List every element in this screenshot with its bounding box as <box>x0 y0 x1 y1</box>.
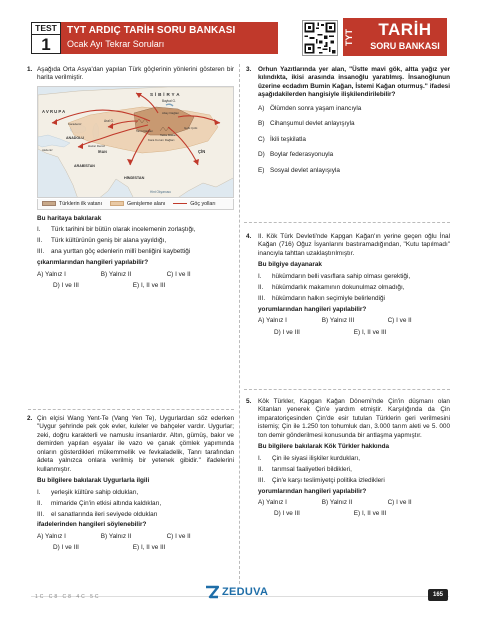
label-hint-okyanusu: Hint Okyanusu <box>150 190 171 194</box>
statement-item: I. hükümdarın belli vasıflara sahip olması gerektiği, <box>258 272 411 280</box>
label-cin: ÇİN <box>198 149 206 154</box>
question-1 <box>27 66 234 83</box>
question-3 <box>246 66 450 182</box>
label-gobi: Gobi Çölü <box>184 126 198 130</box>
question-number: 1. <box>27 66 33 73</box>
question-intro: Bu bilgilere bakılarak Kök Türkler hakkında <box>258 443 390 451</box>
brand-subtitle: SORU BANKASI <box>370 41 440 51</box>
statement-item: II. Türk kültürünün geniş bir alana yayıldığı, <box>37 237 167 245</box>
zeduva-logo-icon <box>205 585 219 599</box>
options-row <box>37 271 234 279</box>
label-altay: Altay Dağları <box>162 111 180 115</box>
option-d[interactable]: D) I ve III <box>53 544 79 552</box>
option-e[interactable]: E) Sosyal devlet anlayışıyla <box>258 166 340 174</box>
question-intro: Bu bilgiye dayanarak <box>258 261 322 269</box>
question-prompt: yorumlarından hangileri yapılabilir? <box>258 487 367 495</box>
option-b[interactable]: B) Cihanşumul devlet anlayışıyla <box>258 120 355 128</box>
statement-list <box>258 273 450 303</box>
question-4 <box>246 233 450 337</box>
option-a[interactable]: A) Yalnız I <box>37 532 66 540</box>
question-prompt: yorumlarından hangileri yapılabilir? <box>258 305 367 313</box>
question-separator <box>28 409 234 410</box>
label-avrupa: A V R U P A <box>42 109 66 114</box>
question-number: 5. <box>246 398 252 405</box>
option-d[interactable]: D) I ve III <box>274 510 300 518</box>
options-row <box>258 317 450 325</box>
option-e[interactable]: E) I, II ve III <box>353 510 387 518</box>
question-2 <box>27 415 234 553</box>
options-row <box>258 499 450 507</box>
title-band <box>61 22 278 54</box>
statement-item: I. Çin ile siyasi ilişkiler kurdukları, <box>258 454 361 462</box>
label-akdeniz: Akdeniz <box>42 148 53 152</box>
label-anadolu: ANADOLU <box>66 136 84 140</box>
legend-homeland: Türklerin ilk vatanı <box>42 201 102 208</box>
options-row <box>258 329 450 337</box>
test-label: TEST <box>32 23 60 35</box>
statement-item: III. el sanatlarında ileri seviyede oldukları <box>37 510 158 518</box>
option-a[interactable]: A) Ölümden sonra yaşam inancıyla <box>258 104 362 112</box>
option-c[interactable]: C) I ve II <box>387 317 412 325</box>
option-d[interactable]: D) Boylar federasyonuyla <box>258 151 334 159</box>
question-intro: Bu haritaya bakılarak <box>37 215 102 222</box>
statement-item: I. Türk tarihini bir bütün olarak incelemenin zorlaştığı, <box>37 226 196 234</box>
question-stem: Çin elçisi Wang Yent-Te (Vang Yen Te), Uygurlardan söz ederken "Uygur şehrinde pek çok evler, kuleler ve bahçeler vardır. Uygurlar; zeki, doğru karakterli ve namuslu insanlardır. Altın, gümüş, bakır ve demirden yapılan eşyalar ile vazo ve çanak çömlek yapımında onların gösterdikleri mükemmellik ve fevkaladelik, Tanrı tarafından âdeta yalnızca onlara verilmiş bir yetenek gibidir." ifadelerini kullanmıştır. <box>37 415 234 473</box>
question-1-body <box>37 215 234 291</box>
brand-side-label: TYT <box>344 29 354 47</box>
map-legend <box>37 199 234 210</box>
statement-item: III. Çin'e karşı teslimiyetçi politika izledikleri <box>258 476 385 484</box>
statement-item: II. tarımsal faaliyetleri bildikleri, <box>258 465 352 473</box>
option-b[interactable]: B) Yalnız II <box>321 499 353 507</box>
statement-list <box>37 489 234 519</box>
options-row <box>37 282 234 290</box>
question-separator <box>244 389 450 390</box>
column-divider <box>239 64 240 584</box>
question-stem: Aşağıda Orta Asya'dan yapılan Türk göçlerinin yönlerini gösteren bir harita verilmiştir. <box>37 66 234 82</box>
test-number: 1 <box>41 35 51 54</box>
question-number: 2. <box>27 415 33 422</box>
qr-code[interactable] <box>302 20 338 56</box>
option-d[interactable]: D) I ve III <box>53 282 79 290</box>
question-stem: Orhun Yazıtlarında yer alan, "Üstte mavi gök, altta yağız yer kılındıkta, ikisi arasında insanoğlu yaratılmış. İnsanoğlunun üzerine ecdadım Bumin Kağan, İstemi Kağan oturmuş." ifadesi aşağıdakilerden hangisiyle ilişkilendirilebilir? <box>258 66 450 99</box>
question-intro: Bu bilgilere bakılarak Uygurlarla ilgili <box>37 477 150 485</box>
option-b[interactable]: B) Yalnız II <box>100 532 132 540</box>
label-baykal: Baykal G. <box>162 99 176 103</box>
label-hindistan: HİNDİSTAN <box>124 176 145 180</box>
book-subtitle: Ocak Ayı Tekrar Soruları <box>67 39 165 49</box>
question-prompt: ifadelerinden hangileri söylenebilir? <box>37 521 147 529</box>
option-e[interactable]: E) I, II ve III <box>132 544 166 552</box>
label-iran: İRAN <box>98 150 107 154</box>
option-a[interactable]: A) Yalnız I <box>258 317 287 325</box>
answer-code: 1C C8 C8 4C 5C <box>35 594 101 600</box>
option-c[interactable]: C) I ve II <box>387 499 412 507</box>
label-arabistan: ARABİSTAN <box>74 164 95 168</box>
label-kara-kurum: Kara Kurum Dağları <box>148 138 175 142</box>
label-karadeniz: Karadeniz <box>68 122 82 126</box>
question-5 <box>246 398 450 519</box>
statement-item: II. mimaride Çin'in etkisi altında kaldıkları, <box>37 499 162 507</box>
question-prompt: çıkarımlarından hangileri yapılabilir? <box>37 259 149 267</box>
label-sibirya: S İ B İ R Y A <box>150 92 180 97</box>
option-b[interactable]: B) Yalnız II <box>100 270 132 278</box>
brand-band <box>343 18 447 56</box>
statement-item: II. hükümdarlık makamının dokunulmaz olmadığı, <box>258 283 405 291</box>
label-takla-makan: Takla Makan <box>160 133 177 137</box>
publisher-logo <box>205 585 268 600</box>
option-d[interactable]: D) I ve III <box>274 328 300 336</box>
choice-list <box>258 105 450 175</box>
brand-title: TARİH <box>378 20 432 39</box>
option-c[interactable]: C) I ve II <box>166 532 191 540</box>
legend-expansion: Genişleme alanı <box>110 201 165 208</box>
test-badge <box>31 22 61 54</box>
book-title: TYT ARDIÇ TARİH SORU BANKASI <box>67 25 236 36</box>
label-hazar: Hazar Denizi <box>88 144 106 148</box>
statement-item: III. ana yurttan göç edenlerin millî benliğini kaybettiği <box>37 248 191 256</box>
question-number: 4. <box>246 233 252 240</box>
publisher-name: ZEDUVA <box>222 586 269 598</box>
options-row <box>258 510 450 518</box>
options-row <box>37 533 234 541</box>
question-stem: Kök Türkler, Kapgan Kağan Dönemi'nde Çin'in düşmanı olan Kitanları yenerek Çin'e yardım etmiştir. Karşılığında da Çin imparatoriçesinden Çin'de esir tutulan Türklerin geri verilmesini istemiş; Çin ile 1.250 ton tohumluk darı, 3.000 tarım aleti ve 5. 000 ton demir gönderilmesi konusunda bir antlaşma yapmıştır. <box>258 398 450 439</box>
option-c[interactable]: C) İkili teşkilatla <box>258 135 306 143</box>
option-a[interactable]: A) Yalnız I <box>37 270 66 278</box>
statement-item: I. yerleşik kültüre sahip oldukları, <box>37 488 139 496</box>
statement-list <box>37 226 234 256</box>
statement-item: III. hükümdarın halkın seçimiyle belirlendiği <box>258 294 385 302</box>
option-a[interactable]: A) Yalnız I <box>258 499 287 507</box>
statement-list <box>258 455 450 485</box>
option-b[interactable]: B) Yalnız III <box>321 317 355 325</box>
question-stem: II. Kök Türk Devleti'nde Kapgan Kağan'ın yerine geçen oğlu İnal Kağan (716) Oğuz İsyanlarını bastıramadığından, "Kutu tapılmadı" inancıyla tahttan uzaklaştırılmıştır. <box>258 233 450 257</box>
option-c[interactable]: C) I ve II <box>166 270 191 278</box>
migration-map <box>37 86 234 198</box>
option-e[interactable]: E) I, II ve III <box>353 328 387 336</box>
option-e[interactable]: E) I, II ve III <box>132 282 166 290</box>
label-aral: Aral G. <box>104 119 114 123</box>
question-separator <box>244 222 450 223</box>
question-number: 3. <box>246 66 252 73</box>
options-row <box>37 544 234 552</box>
legend-paths: Göç yolları <box>173 201 215 208</box>
page-header <box>0 0 480 62</box>
page-number: 165 <box>428 589 448 601</box>
label-tanri: Tanrı Dağları <box>136 129 154 133</box>
